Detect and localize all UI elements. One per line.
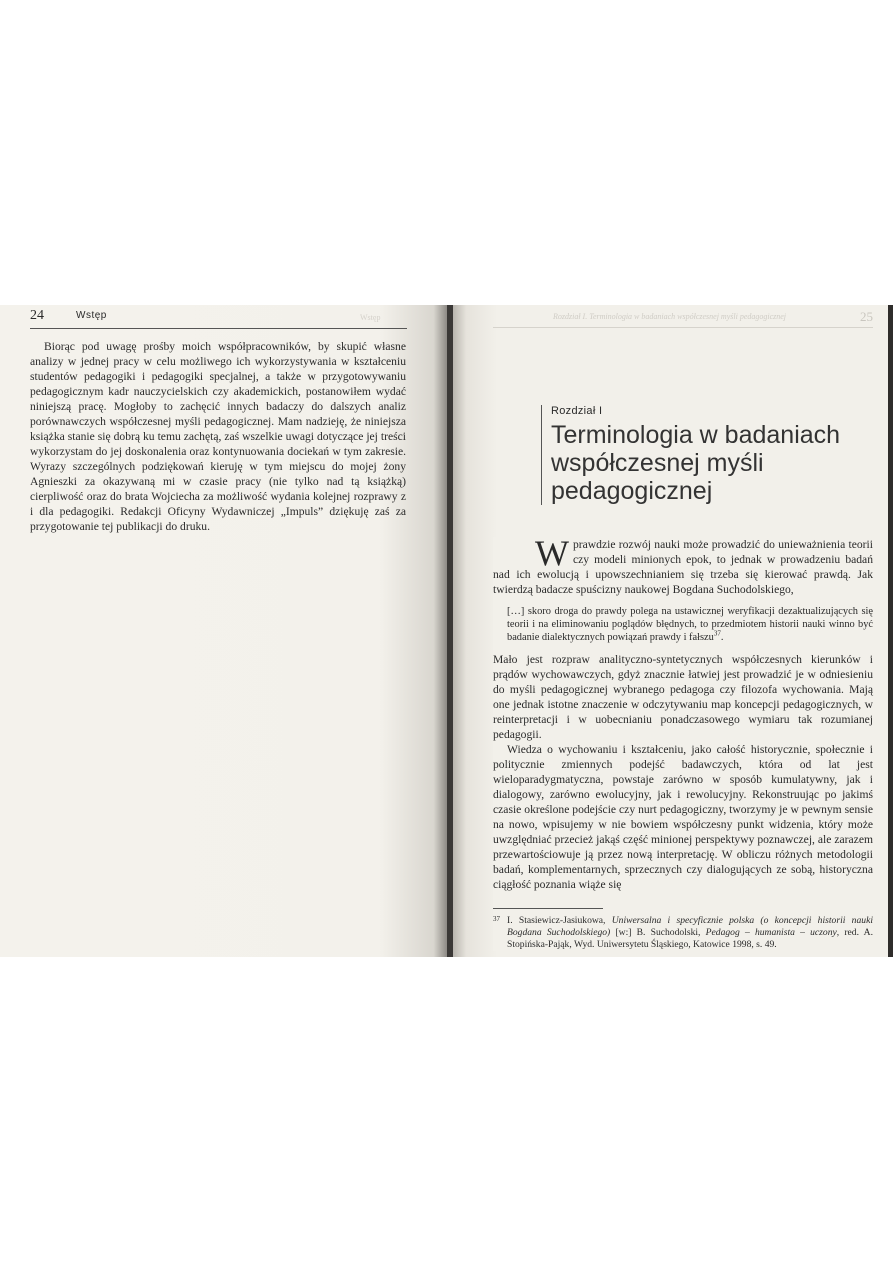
right-page-header <box>493 309 873 328</box>
quote-text: […] skoro droga do prawdy polega na ustawicznej weryfikacji dezaktualizujących się teorii i na eliminowaniu poglądów błędnych, to przedmiotem historii nauki winno być badanie dialektycznych powiązań prawdy i fałszu <box>507 606 873 643</box>
chapter-title-line-1: Terminologia w badaniach <box>551 421 841 449</box>
book-spread <box>0 305 893 957</box>
block-quote <box>507 605 873 644</box>
quote-end: . <box>720 632 724 643</box>
paragraph-2: Mało jest rozpraw analityczno-syntetycznych współczesnych kierunków i prądów wychowawczych, gdyż znacznie łatwiej jest prowadzić je w odniesieniu do myśli pedagogicznej wybranego pedagoga czy filozofa wychowania. Mają one jednak istotne znaczenie w odczytywaniu map koncepcji pedagogicznych, w reinterpretacji i w uobecnianiu ponadczasowego wymiaru tak rozumianej pedagogii. <box>493 653 873 741</box>
quote-footnote-ref: 37 <box>713 629 721 638</box>
footnote-end: , red. A. Stopińska-Pająk, Wyd. Uniwersytetu Śląskiego, Katowice 1998, s. 49. <box>507 927 873 950</box>
footnote-mark: 37 <box>493 915 500 923</box>
footnote-title: Uniwersalna i specyficznie polska (o koncepcji historii nauki Bogdana Suchodolskiego) <box>507 915 873 938</box>
intro-text: prawdzie rozwój nauki może prowadzić do unieważnienia teorii czy modeli minionych epok, to jednak w prowadzeniu badań nad ich ewolucją i upowszechnianiem się trzeba się kierować prawdą. Jak twierdzą badacze spuścizny naukowej Bogdana Suchodolskiego, <box>493 538 873 596</box>
left-page-header <box>30 308 407 329</box>
chapter-heading <box>541 405 881 505</box>
intro-paragraph <box>493 533 873 597</box>
right-page-edge <box>888 305 893 957</box>
paragraph-3: Wiedza o wychowaniu i kształceniu, jako całość historycznie, społecznie i politycznie zmiennych podejść badawczych, która od lat jest wieloparadygmatyczna, powstaje zarówno w sposób kumulatywny, jak i dialogowy, zarówno ewolucyjny, jak i rewolucyjny. Rekonstruując po jakimś czasie określone podejście czy nurt pedagogiczny, tworzymy je w pewnym sensie na nowo, wpisujemy w nie bowiem współczesny punkt widzenia, który może uwzględniać przecież jakąś część minionej perspektywy poznawczej, ale zarazem przewartościowuje ją przez nową interpretację. W obliczu różnych metodologii badań, komplementarnych, sprzecznych czy dialogujących ze sobą, historyczna ciągłość poznania wiąże się <box>493 743 873 891</box>
footnote-37 <box>493 915 873 951</box>
right-page <box>453 305 893 957</box>
drop-cap: W <box>535 533 569 573</box>
footnote-divider <box>493 908 603 909</box>
running-head-left: Wstęp <box>76 310 107 321</box>
chapter-title-line-2: współczesnej myśli pedagogicznej <box>551 449 764 505</box>
footnote-book: Pedagog – humanista – uczony <box>705 927 837 938</box>
footnote-author: I. Stasiewicz-Jasiukowa, <box>507 915 612 926</box>
show-through-head-right: Rozdział I. Terminologia w badaniach współczesnej myśli pedagogicznej <box>553 312 787 321</box>
right-page-body <box>493 533 873 951</box>
page-number-right: 25 <box>860 309 873 324</box>
left-page-paragraph: Biorąc pod uwagę prośby moich współpracowników, by skupić własne analizy w jednej pracy w celu możliwego ich wykorzystywania w kształceniu studentów pedagogiki i pedagogiki specjalnej, a także w przygotowywaniu pedagogicznym kadr nauczycielskich czy akademickich, postanowiłem wydać niniejszą pracę. Mogłoby to zachęcić innych badaczy do dalszych analiz porównawczych współczesnej myśli pedagogicznej. Mam nadzieję, że niniejsza książka stanie się dobrą ku temu zachętą, zaś wszelkie uwagi dotyczące jej treści wykorzystam do jej doskonalenia oraz kontynuowania dociekań w tym zakresie. Wyrazy szczególnych podziękowań kieruję w tym miejscu do mojej żony Agnieszki za okazywaną mi w czasie pracy (nie tylko nad tą książką) cierpliwość oraz do brata Wojciecha za możliwość wydania kolejnej rozprawy z i dla pedagogiki. Redakcji Oficyny Wydawniczej „Impuls” dziękuję zaś za przygotowanie tej publikacji do druku. <box>30 340 406 533</box>
left-page <box>0 305 447 957</box>
chapter-label: Rozdział I <box>551 405 603 417</box>
footnote-mid: [w:] B. Suchodolski, <box>610 927 706 938</box>
show-through-head: Wstęp <box>360 313 381 322</box>
page-number-left: 24 <box>30 308 44 323</box>
chapter-title <box>551 421 881 505</box>
